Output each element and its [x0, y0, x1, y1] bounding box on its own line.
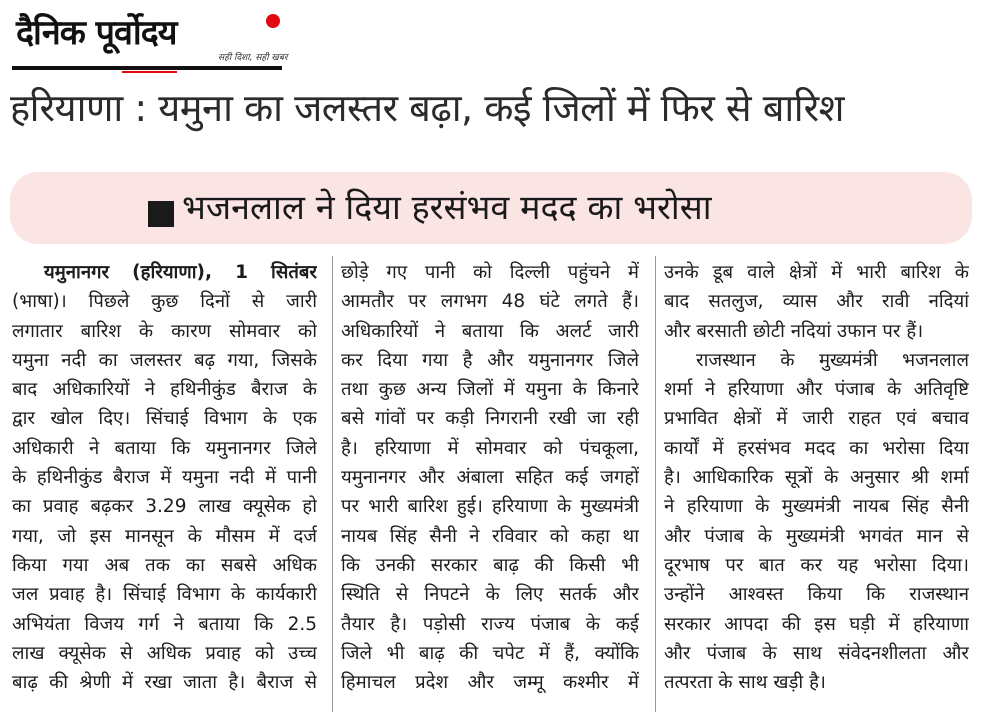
- article-line: राजस्थान के मुख्यमंत्री भजनलाल: [696, 349, 969, 371]
- subheadline: भजनलाल ने दिया हरसंभव मदद का भरोसा: [182, 188, 712, 228]
- article-line: प्रभावित क्षेत्रों में जारी राहत एवं बचाव: [664, 408, 969, 430]
- article-line: यमुना नदी का जलस्तर बढ़ गया, जिसके: [12, 349, 317, 371]
- article-line: जिले भी बाढ़ की चपेट में हैं, क्योंकि: [341, 642, 639, 664]
- article-line: शर्मा ने हरियाणा और पंजाब के अतिवृष्टि: [664, 379, 969, 401]
- article-line: अधिकारी ने बताया कि यमुनानगर जिले: [12, 437, 317, 459]
- article-line: और पंजाब के साथ संवेदनशीलता और: [664, 642, 969, 664]
- article-line: स्थिति से निपटने के लिए सतर्क और: [341, 584, 639, 606]
- newspaper-logo: दैनिक पूर्वोदय: [16, 13, 177, 53]
- article-line: तथा कुछ अन्य जिलों में यमुना के किनारे: [341, 379, 639, 401]
- article-line: का प्रवाह बढ़कर 3.29 लाख क्यूसेक हो: [12, 496, 317, 518]
- article-line: बसे गांवों पर कड़ी निगरानी रखी जा रही: [341, 408, 639, 430]
- square-bullet-icon: [148, 201, 174, 227]
- article-line: है। हरियाणा में सोमवार को पंचकूला,: [341, 437, 639, 459]
- article-line: पर भारी बारिश हुई। हरियाणा के मुख्यमंत्री: [341, 496, 639, 518]
- article-line: द्वार खोल दिए। सिंचाई विभाग के एक: [12, 408, 317, 430]
- article-line: (भाषा)। पिछले कुछ दिनों से जारी: [12, 291, 317, 313]
- article-line: छोड़े गए पानी को दिल्ली पहुंचने में: [341, 262, 639, 283]
- article-line: लाख क्यूसेक से अधिक प्रवाह को उच्च: [12, 642, 317, 664]
- article-line: और पंजाब के मुख्यमंत्री भगवंत मान से: [664, 525, 969, 547]
- article-line: दूरभाष पर बात कर यह भरोसा दिया।: [664, 554, 969, 576]
- article-line: है। आधिकारिक सूत्रों के अनुसार श्री शर्मा: [664, 467, 969, 489]
- article-line: यमुनानगर (हरियाणा), 1 सितंबर: [44, 262, 317, 283]
- article-line: अधिकारियों ने बताया कि अलर्ट जारी: [341, 320, 639, 342]
- article-column-2: [341, 258, 639, 697]
- article-line: बाढ़ की श्रेणी में रखा जाता है। बैराज से: [12, 672, 317, 694]
- article-column-3: [664, 258, 969, 697]
- article-line: तत्परता के साथ खड़ी है।: [664, 672, 826, 694]
- article-line: हिमाचल प्रदेश और जम्मू कश्मीर में: [341, 672, 639, 694]
- masthead-tagline: सही दिशा, सही खबर: [218, 53, 288, 63]
- article-line: लगातार बारिश के कारण सोमवार को: [12, 320, 317, 342]
- article-line: गया, जो इस मानसून के मौसम में दर्ज: [12, 525, 317, 547]
- article-line: ने हरियाणा के मुख्यमंत्री नायब सिंह सैनी: [664, 496, 969, 518]
- article-column-1: [12, 258, 317, 697]
- article-line: कि उनकी सरकार बाढ़ की किसी भी: [341, 554, 639, 576]
- article-line: अभियंता विजय गर्ग ने बताया कि 2.5: [12, 613, 317, 635]
- masthead-accent-line: [122, 71, 177, 73]
- article-line: उन्होंने आश्वस्त किया कि राजस्थान: [664, 584, 969, 606]
- article-line: बाद अधिकारियों ने हथिनीकुंड बैराज के: [12, 379, 317, 401]
- article-line: के हथिनीकुंड बैराज में यमुना नदी में पानी: [12, 467, 317, 489]
- logo-dot-icon: [266, 14, 280, 28]
- article-line: उनके डूब वाले क्षेत्रों में भारी बारिश के: [664, 262, 969, 283]
- column-divider: [332, 256, 333, 712]
- article-line: सरकार आपदा की इस घड़ी में हरियाणा: [664, 613, 969, 635]
- article-line: कर दिया गया है और यमुनानगर जिले: [341, 349, 639, 371]
- column-divider: [655, 256, 656, 712]
- article-line: आमतौर पर लगभग 48 घंटे लगते हैं।: [341, 291, 639, 313]
- headline: हरियाणा : यमुना का जलस्तर बढ़ा, कई जिलों में फिर से बारिश: [10, 86, 844, 130]
- article-line: कार्यों में हरसंभव मदद का भरोसा दिया: [664, 437, 969, 459]
- article-line: और बरसाती छोटी नदियां उफान पर हैं।: [664, 320, 924, 342]
- article-line: किया गया अब तक का सबसे अधिक: [12, 554, 317, 576]
- article-line: नायब सिंह सैनी ने रविवार को कहा था: [341, 525, 639, 547]
- masthead: [12, 4, 287, 74]
- masthead-rule: [12, 66, 282, 70]
- article-line: तैयार है। पड़ोसी राज्य पंजाब के कई: [341, 613, 639, 635]
- article-line: बाद सतलुज, व्यास और रावी नदियां: [664, 291, 969, 313]
- article-line: जल प्रवाह है। सिंचाई विभाग के कार्यकारी: [12, 584, 317, 606]
- article-line: यमुनानगर और अंबाला सहित कई जगहों: [341, 467, 639, 489]
